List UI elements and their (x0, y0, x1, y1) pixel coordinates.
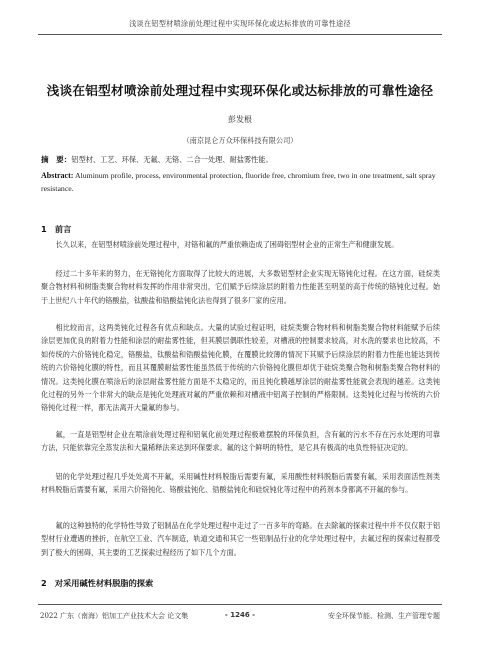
footer-topic: 安全环保节能、检测、生产管理专题 (328, 612, 440, 620)
page-number: - 1246 - (224, 611, 256, 619)
paragraph: 氟，一直是铝型材企业在喷涂前处理过程和铝氧化前处理过程极难摆脱的环保负担，含有氟的污水不存在污水处理的可靠方法，只能依靠完全蒸发法和大量稀释法来达到环保要求。氟的这个鲜明的特性，是它具有极高的电负性特征决定的。 (41, 430, 440, 453)
keywords-cn (41, 154, 440, 167)
paragraph: 长久以来，在铝型材喷涂前处理过程中，对铬和氟的严重依赖造成了困碍铝型材企业的正常生产和健康发展。 (55, 240, 399, 249)
paragraph: 氟的这种独特的化学特性导致了铝制品在化学处理过程中走过了一百多年的弯路。在去除氟的探索过程中并不仅仅限于铝型材行业遭遇的挫折，在航空工业、汽车制造，轨道交通和其它一些铝制品行业的化学处理过程中，去氟过程的探索过程都受到了极大的困碍，其主要的工艺探索过程经历了如下几个方面。 (41, 521, 440, 557)
affiliation: （南京昆仑万众环保科技有限公司） (182, 136, 298, 145)
header-rule (38, 34, 442, 35)
footer-conference: 2022 广东（南海）铝加工产业技术大会 论文集 (40, 612, 189, 620)
abstract-en (41, 170, 440, 195)
section-heading: 2 对采用碱性材料脱脂的探索 (41, 578, 154, 588)
running-head: 浅谈在铝型材喷涂前处理过程中实现环保化或达标排放的可靠性途径 (129, 19, 351, 28)
paragraph: 铝的化学处理过程几乎处处离不开氟，采用碱性材料脱脂后需要有氟，采用酸性材料脱脂后需要有氟，采用表面活性剂类材料脱脂后需要有氟，采用六价铬钝化、铬酸盐钝化、锆酸盐钝化和硅烷钝化等过程中的药剂本身都离不开氟的参与。 (41, 472, 440, 495)
footer-rule (38, 604, 442, 605)
keywords-cn-label: 摘 要： (41, 155, 72, 164)
section-heading: 1 前言 (41, 224, 72, 234)
paragraph: 经过二十多年来的努力，在无铬钝化方面取得了比较大的进展，大多数铝型材企业实现无铬钝化过程。在这方面，硅烷类聚合物材料和树脂类聚合物材料发挥的作用非常突出，它们赋予后续涂层的附着力性能甚至明显的高于传统的铬钝化过程。始于上世纪八十年代的铬酸盐，钛酸盐和锆酸盐钝化法也得到了很多厂家的应用。 (41, 269, 440, 305)
author: 彭发根 (228, 115, 252, 124)
paper-title: 浅谈在铝型材喷涂前处理过程中实现环保化或达标排放的可靠性途径 (46, 83, 434, 98)
paragraph: 相比较而言，这两类钝化过程各有优点和缺点。大量的试验过程证明，硅烷类聚合物材料和树脂类聚合物材料能赋予后续涂层更加优良的附着力性能和涂层的耐盐雾性能，但其膜层偶联性较差，对槽液的控制要求较高，对水洗的要求也比较高，不如传统的六价铬钝化稳定，铬酸盐，钛酸盐和锆酸盐钝化膜，在覆膜比较薄的情况下其赋予后续涂层的附着力性能也能达到传统的六价铬钝化膜的特性，而且其覆膜耐盐雾性能虽然低于传统的六价铬钝化膜但却优于硅烷类聚合物和树脂类聚合物材料的情况。这类钝化膜在喷涂后的涂层耐盐雾性能方面是不太稳定的，而且钝化膜越厚涂层的耐盐雾性能就会表现的越差。这类钝化过程的另外一个非常大的缺点是钝化处理液对氟的严重依赖和对槽液中铝离子控制的严格限制。这类钝化过程与传统的六价铬钝化过程一样，都无法离开大量氟的参与。 (41, 323, 440, 413)
keywords-cn-text: 铝型材、工艺、环保、无氟、无铬、二合一处理、耐盐雾性能。 (71, 155, 273, 164)
abstract-en-text: Aluminum profile, process, environmental protection, fluoride free, chromium free, two in one treatment, salt spray resistance. (41, 171, 436, 193)
abstract-en-label: Abstract: (41, 171, 74, 180)
